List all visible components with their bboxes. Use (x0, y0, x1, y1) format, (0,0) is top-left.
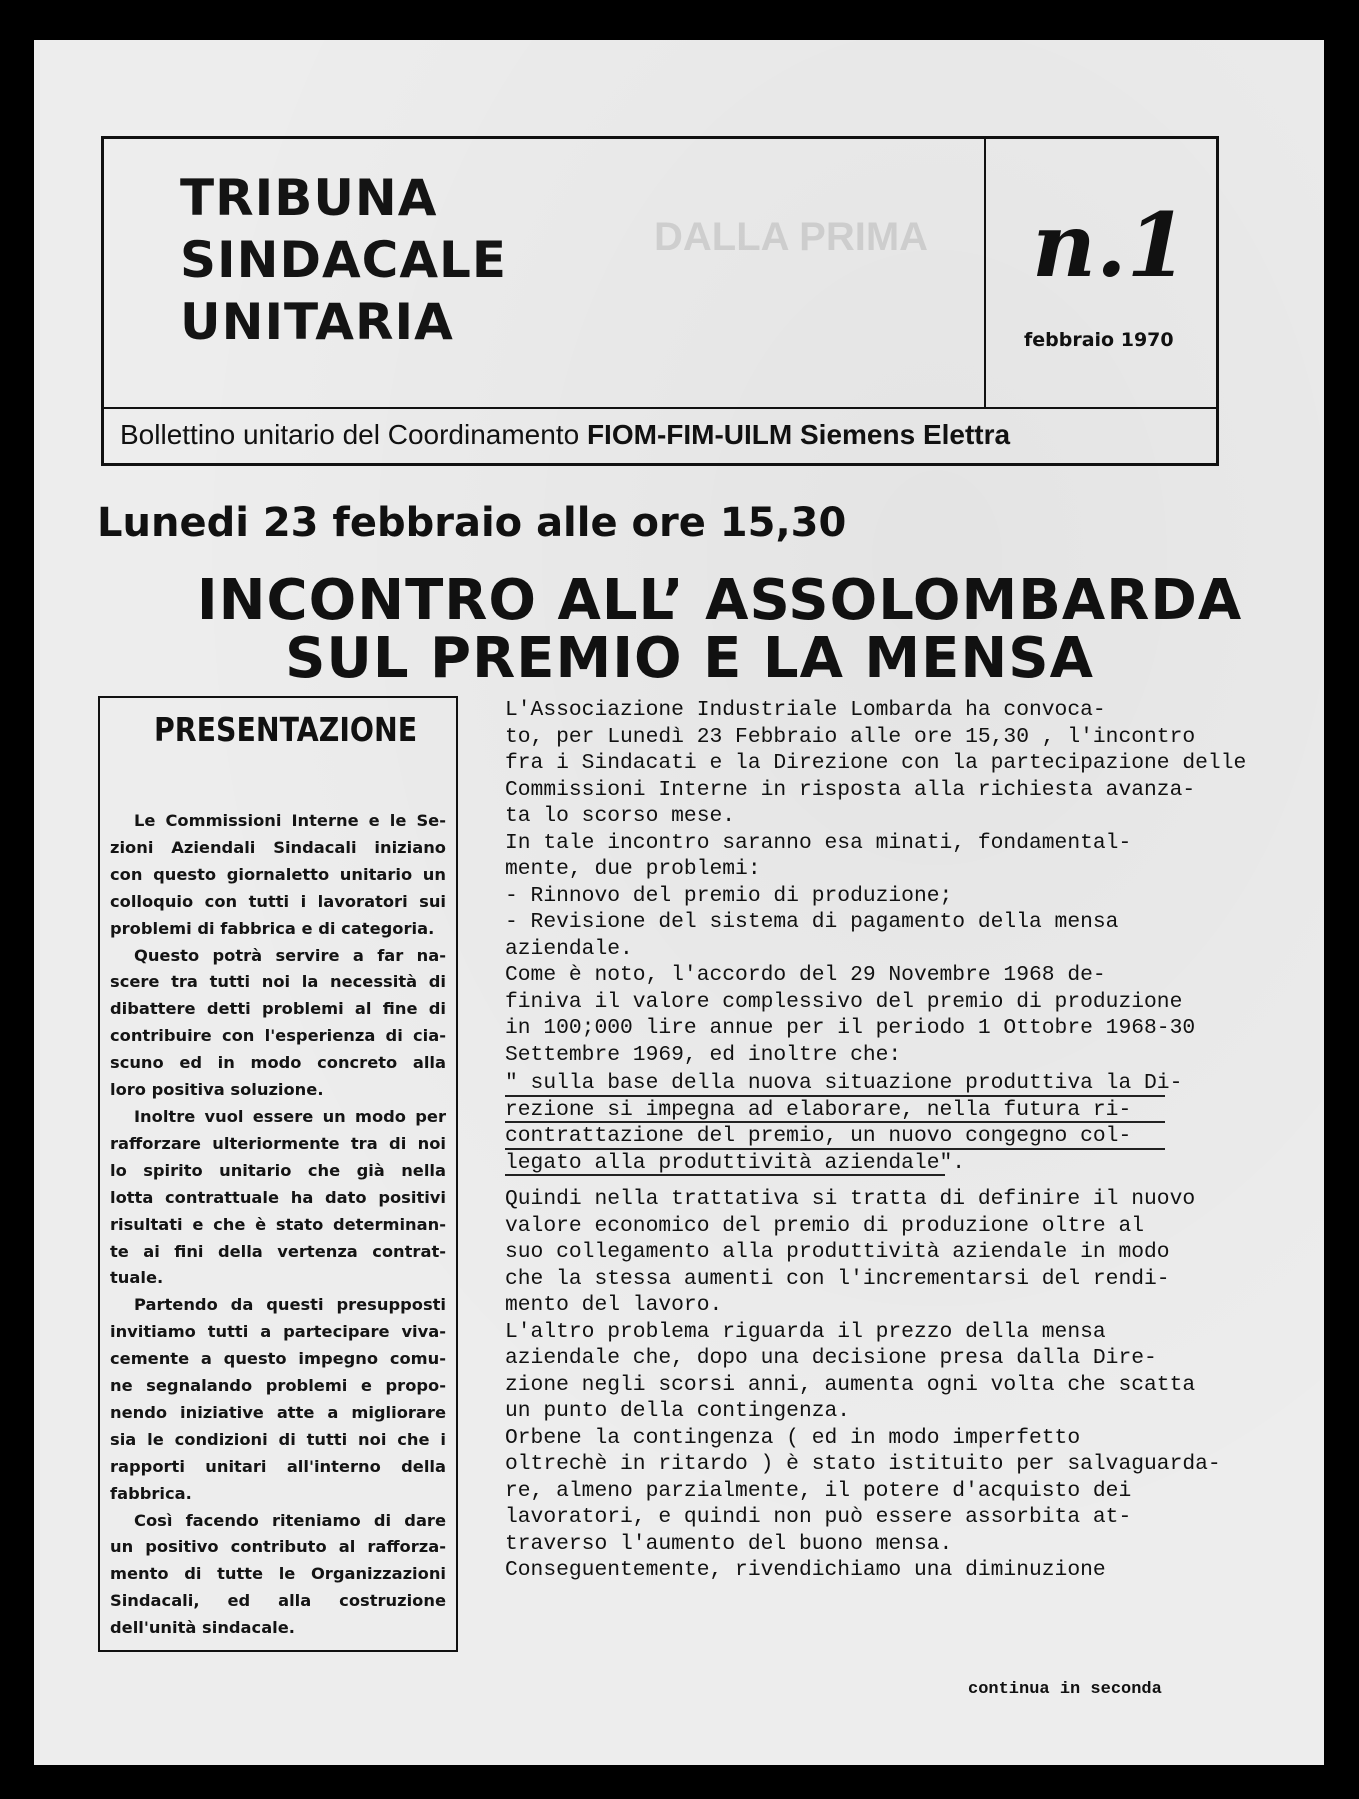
article-line: rezione si impegna ad elaborare, nella futura ri- (505, 1097, 1132, 1122)
text-line: nendo iniziative atte a migliorare (110, 1402, 446, 1422)
article-line: Quindi nella trattativa si tratta di definire il nuovo (505, 1187, 1196, 1211)
article-line: Come è noto, l'accordo del 29 Novembre 1968 de- (505, 963, 1106, 987)
quote-underline (505, 1174, 945, 1176)
quote-underline (505, 1148, 1165, 1150)
article-line: Settembre 1969, ed inoltre che: (505, 1042, 902, 1067)
meeting-date: Lunedi 23 febbraio alle ore 15,30 (97, 500, 847, 546)
article-line: L'altro problema riguarda il prezzo della mensa (505, 1319, 1106, 1344)
show-through-text: DALLA PRIMA (654, 215, 929, 259)
text-line: scuno ed in modo concreto alla (110, 1053, 446, 1073)
subtitle-unions: FIOM-FIM-UILM Siemens Elettra (586, 419, 1011, 450)
text-line: rapporti unitari all'interno della (110, 1456, 446, 1476)
quote-underline (505, 1121, 1165, 1123)
article-line: finiva il valore complessivo del premio di produzione (505, 989, 1183, 1014)
text-line: invitiamo tutti a partecipare viva- (110, 1322, 446, 1342)
article-line: aziendale che, dopo una decisione presa dalla Dire- (505, 1346, 1157, 1370)
presentazione-body (110, 808, 446, 1642)
article-line: " sulla base della nuova situazione produttiva la Di- (505, 1071, 1183, 1095)
headline-line: INCONTRO ALL’ ASSOLOMBARDA (196, 568, 1243, 633)
text-line: colloquio con tutti i lavoratori sui (110, 891, 446, 911)
headline-line: SUL PREMIO E LA MENSA (285, 626, 1094, 691)
article-line: aziendale. (505, 936, 633, 961)
article-line: Conseguentemente, rivendichiamo una diminuzione (505, 1558, 1106, 1582)
masthead (101, 136, 1219, 466)
text-line: contribuire con l'esperienza di cia- (110, 1026, 446, 1046)
article-line: - Rinnovo del premio di produzione; (505, 883, 953, 908)
article-line: suo collegamento alla produttività aziendale in modo (505, 1240, 1170, 1264)
text-line: rafforzare ulteriormente tra di noi (110, 1133, 446, 1153)
text-line: cemente a questo impegno comu- (110, 1349, 446, 1369)
article-line: contrattazione del premio, un nuovo congegno col- (505, 1124, 1132, 1148)
article-line: to, per Lunedì 23 Febbraio alle ore 15,30 , l'incontro (505, 724, 1196, 749)
article-line: - Revisione del sistema di pagamento della mensa (505, 910, 1119, 934)
text-line: Inoltre vuol essere un modo per (134, 1106, 446, 1126)
subtitle-prefix: Bollettino unitario del Coordinamento (120, 419, 587, 450)
presentazione-paragraph (110, 808, 446, 943)
issue-number: n.1 (1032, 193, 1188, 297)
text-line: fabbrica. (110, 1483, 192, 1503)
article-line: lavoratori, e quindi non può essere assorbita at- (505, 1505, 1132, 1529)
text-line: te ai fini della vertenza contrat- (110, 1241, 446, 1261)
title-line: SINDACALE (180, 231, 508, 289)
article-line: mente, due problemi: (505, 857, 761, 881)
text-line: lo spirito unitario che già nella (110, 1160, 446, 1180)
article-line: che la stessa aumenti con l'incrementarsi del rendi- (505, 1266, 1170, 1291)
text-line: sia le condizioni di tutti noi che i (110, 1429, 446, 1449)
text-line: Questo potrà servire a far na- (134, 945, 446, 965)
text-line: problemi di fabbrica e di categoria. (110, 918, 435, 938)
article-line: L'Associazione Industriale Lombarda ha convoca- (505, 698, 1106, 722)
masthead-title (180, 167, 507, 353)
text-line: tuale. (110, 1268, 164, 1288)
presentazione-box (98, 696, 458, 1652)
issue-date: febbraio 1970 (1024, 329, 1174, 351)
article-line: Orbene la contingenza ( ed in modo imperfetto (505, 1425, 1081, 1450)
article-line: ta lo scorso mese. (505, 804, 736, 828)
article-line: re, almeno parzialmente, il potere d'acquisto dei (505, 1478, 1132, 1503)
article-line: fra i Sindacati e la Direzione con la partecipazione delle (505, 751, 1247, 775)
article-line: Commissioni Interne in risposta alla richiesta avanza- (505, 777, 1196, 802)
article-line: zione negli scorsi anni, aumenta ogni volta che scatta (505, 1372, 1196, 1397)
text-line: lotta contrattuale ha dato positivi (110, 1187, 446, 1207)
text-line: Sindacali, ed alla costruzione (110, 1591, 446, 1611)
presentazione-paragraph (110, 943, 446, 1104)
text-line: Partendo da questi presupposti (134, 1295, 446, 1315)
article-line: un punto della contingenza. (505, 1399, 851, 1423)
article-line: oltrechè in ritardo ) è stato istituito per salvaguarda- (505, 1452, 1221, 1476)
title-line: UNITARIA (180, 293, 454, 351)
text-line: zioni Aziendali Sindacali iniziano (110, 837, 446, 857)
masthead-divider (984, 139, 986, 407)
article-line: valore economico del premio di produzione oltre al (505, 1213, 1145, 1238)
continued-note: continua in seconda (968, 1680, 1162, 1699)
text-line: risultati e che è stato determinan- (110, 1214, 446, 1234)
article-line: in 100;000 lire annue per il periodo 1 Ottobre 1968-30 (505, 1016, 1196, 1040)
text-line: dell'unità sindacale. (110, 1618, 295, 1638)
article-body (505, 697, 1247, 1584)
presentazione-title: PRESENTAZIONE (154, 710, 418, 749)
quote-underline (505, 1095, 1165, 1097)
text-line: loro positiva soluzione. (110, 1080, 324, 1100)
text-line: ne segnalando problemi e propo- (110, 1376, 446, 1396)
article-line: mento del lavoro. (505, 1293, 723, 1317)
title-line: TRIBUNA (180, 169, 438, 227)
presentazione-paragraph (110, 1508, 446, 1643)
text-line: Le Commissioni Interne e le Se- (134, 811, 446, 830)
text-line: con questo giornaletto unitario un (110, 864, 446, 884)
article-line: In tale incontro saranno esa minati, fondamental- (505, 830, 1132, 855)
text-line: Così facendo riteniamo di dare (134, 1510, 446, 1530)
text-line: scere tra tutti noi la necessità di (110, 972, 446, 992)
text-line: mento di tutte le Organizzazioni (110, 1564, 446, 1584)
article-line: traverso l'aumento del buono mensa. (505, 1531, 953, 1556)
masthead-rule (104, 407, 1216, 409)
masthead-subtitle (120, 419, 1010, 451)
article-line: legato alla produttività aziendale". (505, 1150, 966, 1175)
presentazione-paragraph (110, 1292, 446, 1507)
text-line: dibattere detti problemi al fine di (110, 999, 446, 1019)
text-line: un positivo contributo al rafforza- (110, 1537, 446, 1557)
presentazione-paragraph (110, 1104, 446, 1292)
